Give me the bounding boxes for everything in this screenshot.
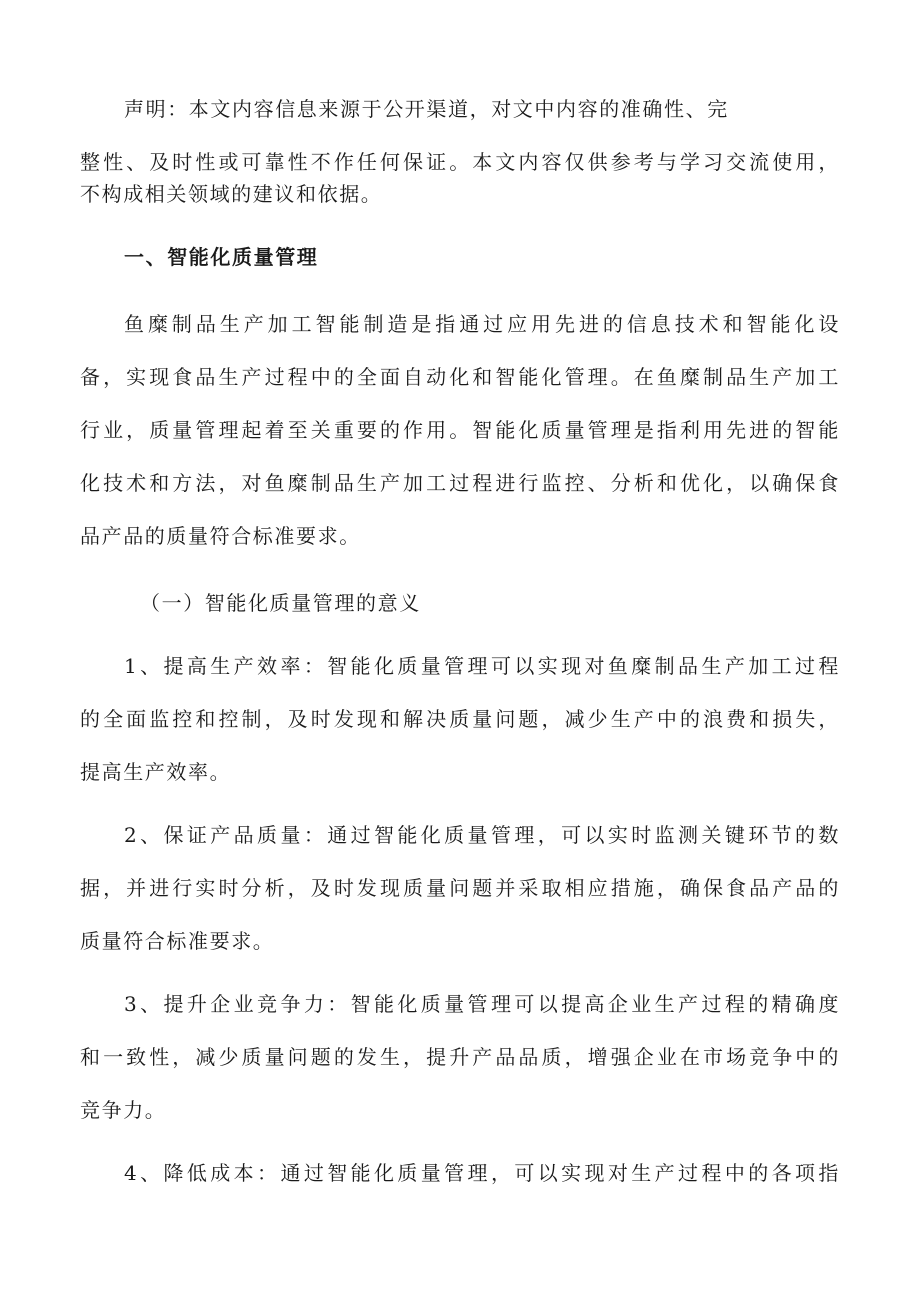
paragraph-line: 提高生产效率。 (80, 760, 232, 784)
paragraph-line: 竞争力。 (80, 1098, 167, 1122)
paragraph-line: 3、提升企业竞争力：智能化质量管理可以提高企业生产过程的精确度 (124, 992, 840, 1016)
paragraph-line: 2、保证产品质量：通过智能化质量管理，可以实时监测关键环节的数 (124, 823, 840, 847)
subsection-heading: （一）智能化质量管理的意义 (140, 591, 421, 615)
paragraph-line: 和一致性，减少质量问题的发生，提升产品品质，增强企业在市场竞争中的 (80, 1045, 840, 1069)
paragraph-line: 鱼糜制品生产加工智能制造是指通过应用先进的信息技术和智能化设 (124, 312, 840, 336)
disclaimer-line: 整性、及时性或可靠性不作任何保证。本文内容仅供参考与学习交流使用， (80, 150, 840, 174)
disclaimer-line: 不构成相关领域的建议和依据。 (80, 182, 383, 206)
paragraph-line: 4、降低成本：通过智能化质量管理，可以实现对生产过程中的各项指 (124, 1161, 840, 1185)
paragraph-line: 质量符合标准要求。 (80, 929, 275, 953)
paragraph-line: 化技术和方法，对鱼糜制品生产加工过程进行监控、分析和优化，以确保食 (80, 471, 840, 495)
paragraph-line: 的全面监控和控制，及时发现和解决质量问题，减少生产中的浪费和损失， (80, 707, 840, 731)
paragraph-line: 据，并进行实时分析，及时发现质量问题并采取相应措施，确保食品产品的 (80, 876, 840, 900)
paragraph-line: 备，实现食品生产过程中的全面自动化和智能化管理。在鱼糜制品生产加工 (80, 365, 840, 389)
section-heading: 一、智能化质量管理 (124, 245, 319, 269)
paragraph-line: 1、提高生产效率：智能化质量管理可以实现对鱼糜制品生产加工过程 (124, 654, 840, 678)
disclaimer-line: 声明：本文内容信息来源于公开渠道，对文中内容的准确性、完 (124, 97, 729, 121)
paragraph-line: 行业，质量管理起着至关重要的作用。智能化质量管理是指利用先进的智能 (80, 418, 840, 442)
paragraph-line: 品产品的质量符合标准要求。 (80, 524, 361, 548)
